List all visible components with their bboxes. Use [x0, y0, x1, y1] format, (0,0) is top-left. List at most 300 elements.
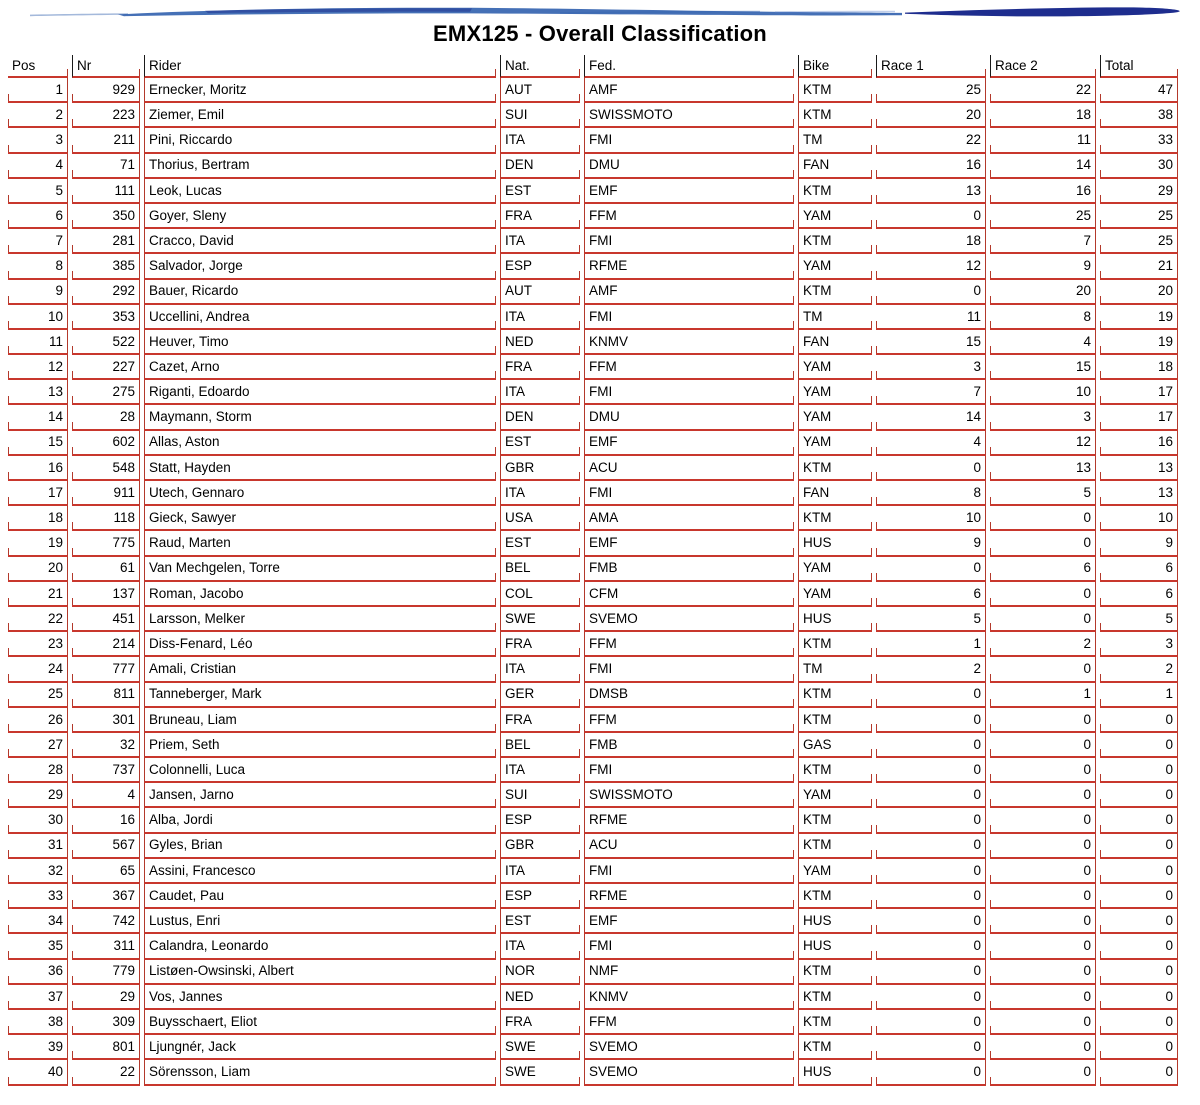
cell-nr: 742	[72, 909, 140, 934]
table-row	[8, 884, 1178, 909]
cell-race2: 0	[990, 1060, 1096, 1085]
cell-pos: 7	[8, 229, 68, 254]
cell-race2: 0	[990, 934, 1096, 959]
cell-fed: SVEMO	[584, 607, 794, 632]
cell-nr: 602	[72, 431, 140, 456]
cell-fed: ACU	[584, 834, 794, 859]
cell-race1: 0	[876, 204, 986, 229]
cell-race1: 10	[876, 506, 986, 531]
cell-rider: Listøen-Owsinski, Albert	[144, 960, 496, 985]
cell-nr: 548	[72, 456, 140, 481]
table-row	[8, 204, 1178, 229]
cell-rider: Caudet, Pau	[144, 884, 496, 909]
cell-bike: KTM	[798, 884, 872, 909]
cell-fed: FMI	[584, 481, 794, 506]
cell-race2: 0	[990, 733, 1096, 758]
cell-fed: FFM	[584, 355, 794, 380]
cell-race2: 14	[990, 154, 1096, 179]
cell-total: 0	[1100, 758, 1178, 783]
cell-pos: 10	[8, 305, 68, 330]
cell-race1: 11	[876, 305, 986, 330]
column-header-nat: Nat.	[500, 55, 580, 78]
cell-total: 6	[1100, 557, 1178, 582]
cell-nat: EST	[500, 179, 580, 204]
column-header-race2: Race 2	[990, 55, 1096, 78]
cell-race1: 0	[876, 1035, 986, 1060]
cell-race1: 0	[876, 1010, 986, 1035]
cell-rider: Cazet, Arno	[144, 355, 496, 380]
cell-total: 0	[1100, 1060, 1178, 1085]
cell-race1: 0	[876, 985, 986, 1010]
table-row	[8, 128, 1178, 153]
header-row	[8, 55, 1178, 78]
cell-rider: Tanneberger, Mark	[144, 683, 496, 708]
cell-pos: 37	[8, 985, 68, 1010]
cell-fed: AMF	[584, 280, 794, 305]
cell-pos: 9	[8, 280, 68, 305]
cell-rider: Goyer, Sleny	[144, 204, 496, 229]
cell-fed: FMI	[584, 380, 794, 405]
table-row	[8, 254, 1178, 279]
cell-nat: USA	[500, 506, 580, 531]
cell-fed: SWISSMOTO	[584, 103, 794, 128]
cell-pos: 15	[8, 431, 68, 456]
table-row	[8, 1060, 1178, 1085]
cell-pos: 38	[8, 1010, 68, 1035]
cell-nat: ESP	[500, 884, 580, 909]
cell-race1: 0	[876, 280, 986, 305]
cell-pos: 22	[8, 607, 68, 632]
cell-nat: EST	[500, 431, 580, 456]
cell-pos: 27	[8, 733, 68, 758]
cell-nat: BEL	[500, 733, 580, 758]
results-body	[8, 78, 1178, 1086]
cell-race2: 16	[990, 179, 1096, 204]
table-row	[8, 280, 1178, 305]
cell-rider: Priem, Seth	[144, 733, 496, 758]
cell-pos: 18	[8, 506, 68, 531]
cell-rider: Statt, Hayden	[144, 456, 496, 481]
cell-total: 33	[1100, 128, 1178, 153]
cell-pos: 3	[8, 128, 68, 153]
cell-fed: SVEMO	[584, 1035, 794, 1060]
cell-race2: 0	[990, 859, 1096, 884]
cell-race2: 8	[990, 305, 1096, 330]
cell-nat: ESP	[500, 254, 580, 279]
cell-bike: YAM	[798, 557, 872, 582]
cell-race2: 7	[990, 229, 1096, 254]
cell-rider: Raud, Marten	[144, 531, 496, 556]
cell-bike: YAM	[798, 254, 872, 279]
table-row	[8, 582, 1178, 607]
table-row	[8, 985, 1178, 1010]
cell-total: 6	[1100, 582, 1178, 607]
cell-pos: 12	[8, 355, 68, 380]
table-row	[8, 758, 1178, 783]
cell-nr: 775	[72, 531, 140, 556]
cell-total: 17	[1100, 405, 1178, 430]
cell-race2: 0	[990, 909, 1096, 934]
cell-bike: FAN	[798, 154, 872, 179]
cell-rider: Roman, Jacobo	[144, 582, 496, 607]
cell-pos: 8	[8, 254, 68, 279]
cell-rider: Vos, Jannes	[144, 985, 496, 1010]
cell-race2: 10	[990, 380, 1096, 405]
cell-pos: 19	[8, 531, 68, 556]
cell-nr: 367	[72, 884, 140, 909]
cell-race1: 0	[876, 557, 986, 582]
table-row	[8, 380, 1178, 405]
cell-bike: YAM	[798, 204, 872, 229]
cell-rider: Salvador, Jorge	[144, 254, 496, 279]
cell-rider: Assini, Francesco	[144, 859, 496, 884]
cell-nr: 111	[72, 179, 140, 204]
cell-nat: ITA	[500, 481, 580, 506]
cell-nr: 4	[72, 783, 140, 808]
cell-race1: 7	[876, 380, 986, 405]
cell-race1: 0	[876, 708, 986, 733]
cell-nat: SUI	[500, 103, 580, 128]
cell-pos: 29	[8, 783, 68, 808]
cell-nr: 275	[72, 380, 140, 405]
cell-nr: 28	[72, 405, 140, 430]
cell-race2: 4	[990, 330, 1096, 355]
cell-rider: Leok, Lucas	[144, 179, 496, 204]
column-header-fed: Fed.	[584, 55, 794, 78]
cell-bike: YAM	[798, 355, 872, 380]
cell-fed: FMI	[584, 859, 794, 884]
cell-pos: 25	[8, 683, 68, 708]
cell-nr: 350	[72, 204, 140, 229]
classification-table	[4, 55, 1182, 1086]
cell-race1: 0	[876, 733, 986, 758]
cell-race1: 1	[876, 632, 986, 657]
cell-race1: 0	[876, 683, 986, 708]
cell-pos: 21	[8, 582, 68, 607]
cell-total: 0	[1100, 708, 1178, 733]
cell-pos: 26	[8, 708, 68, 733]
cell-nr: 22	[72, 1060, 140, 1085]
cell-race1: 5	[876, 607, 986, 632]
cell-race1: 2	[876, 657, 986, 682]
cell-total: 21	[1100, 254, 1178, 279]
cell-nat: GBR	[500, 456, 580, 481]
table-row	[8, 708, 1178, 733]
cell-race2: 11	[990, 128, 1096, 153]
cell-rider: Uccellini, Andrea	[144, 305, 496, 330]
cell-race2: 0	[990, 531, 1096, 556]
cell-pos: 35	[8, 934, 68, 959]
cell-pos: 39	[8, 1035, 68, 1060]
cell-bike: GAS	[798, 733, 872, 758]
cell-nr: 929	[72, 78, 140, 103]
cell-total: 19	[1100, 305, 1178, 330]
cell-race2: 13	[990, 456, 1096, 481]
cell-bike: FAN	[798, 330, 872, 355]
cell-bike: YAM	[798, 783, 872, 808]
column-header-pos: Pos	[8, 55, 68, 78]
cell-nr: 61	[72, 557, 140, 582]
cell-nr: 223	[72, 103, 140, 128]
cell-fed: KNMV	[584, 330, 794, 355]
table-row	[8, 607, 1178, 632]
cell-bike: KTM	[798, 808, 872, 833]
cell-race1: 0	[876, 859, 986, 884]
cell-race1: 3	[876, 355, 986, 380]
cell-fed: SVEMO	[584, 1060, 794, 1085]
cell-bike: HUS	[798, 607, 872, 632]
cell-race1: 22	[876, 128, 986, 153]
cell-race2: 20	[990, 280, 1096, 305]
cell-rider: Van Mechgelen, Torre	[144, 557, 496, 582]
cell-race2: 0	[990, 783, 1096, 808]
cell-fed: FFM	[584, 204, 794, 229]
cell-nat: ITA	[500, 934, 580, 959]
cell-total: 13	[1100, 456, 1178, 481]
cell-race1: 0	[876, 758, 986, 783]
cell-nr: 118	[72, 506, 140, 531]
table-row	[8, 305, 1178, 330]
cell-total: 0	[1100, 808, 1178, 833]
cell-race2: 2	[990, 632, 1096, 657]
cell-nr: 71	[72, 154, 140, 179]
cell-race1: 0	[876, 808, 986, 833]
page-title: EMX125 - Overall Classification	[433, 21, 767, 46]
cell-nat: AUT	[500, 78, 580, 103]
cell-total: 20	[1100, 280, 1178, 305]
cell-race2: 9	[990, 254, 1096, 279]
cell-rider: Amali, Cristian	[144, 657, 496, 682]
cell-total: 0	[1100, 783, 1178, 808]
cell-rider: Sörensson, Liam	[144, 1060, 496, 1085]
cell-bike: KTM	[798, 1010, 872, 1035]
cell-pos: 23	[8, 632, 68, 657]
cell-fed: RFME	[584, 808, 794, 833]
cell-rider: Riganti, Edoardo	[144, 380, 496, 405]
cell-nat: ESP	[500, 808, 580, 833]
cell-nat: BEL	[500, 557, 580, 582]
cell-fed: EMF	[584, 531, 794, 556]
cell-nat: DEN	[500, 154, 580, 179]
cell-nr: 29	[72, 985, 140, 1010]
table-row	[8, 934, 1178, 959]
table-row	[8, 733, 1178, 758]
cell-nat: FRA	[500, 204, 580, 229]
cell-total: 19	[1100, 330, 1178, 355]
cell-fed: FMB	[584, 557, 794, 582]
cell-race1: 0	[876, 934, 986, 959]
cell-rider: Alba, Jordi	[144, 808, 496, 833]
cell-nr: 385	[72, 254, 140, 279]
cell-race1: 0	[876, 1060, 986, 1085]
cell-race1: 13	[876, 179, 986, 204]
table-row	[8, 330, 1178, 355]
cell-nat: DEN	[500, 405, 580, 430]
cell-bike: YAM	[798, 380, 872, 405]
table-row	[8, 179, 1178, 204]
cell-rider: Ljungnér, Jack	[144, 1035, 496, 1060]
cell-nat: ITA	[500, 657, 580, 682]
cell-pos: 24	[8, 657, 68, 682]
cell-total: 1	[1100, 683, 1178, 708]
cell-pos: 4	[8, 154, 68, 179]
table-row	[8, 531, 1178, 556]
cell-race2: 6	[990, 557, 1096, 582]
cell-rider: Calandra, Leonardo	[144, 934, 496, 959]
cell-nat: ITA	[500, 859, 580, 884]
cell-nr: 32	[72, 733, 140, 758]
table-row	[8, 431, 1178, 456]
cell-bike: YAM	[798, 859, 872, 884]
cell-nr: 214	[72, 632, 140, 657]
column-header-race1: Race 1	[876, 55, 986, 78]
cell-total: 38	[1100, 103, 1178, 128]
cell-race2: 25	[990, 204, 1096, 229]
cell-total: 0	[1100, 1035, 1178, 1060]
cell-nat: NOR	[500, 960, 580, 985]
cell-total: 0	[1100, 859, 1178, 884]
cell-race1: 0	[876, 783, 986, 808]
cell-bike: KTM	[798, 1035, 872, 1060]
cell-race1: 15	[876, 330, 986, 355]
cell-fed: EMF	[584, 909, 794, 934]
table-row	[8, 1035, 1178, 1060]
cell-fed: FMB	[584, 733, 794, 758]
cell-race1: 8	[876, 481, 986, 506]
cell-rider: Bauer, Ricardo	[144, 280, 496, 305]
cell-rider: Jansen, Jarno	[144, 783, 496, 808]
cell-rider: Bruneau, Liam	[144, 708, 496, 733]
cell-pos: 1	[8, 78, 68, 103]
cell-nat: EST	[500, 531, 580, 556]
table-row	[8, 859, 1178, 884]
cell-race2: 0	[990, 808, 1096, 833]
cell-pos: 16	[8, 456, 68, 481]
cell-nr: 777	[72, 657, 140, 682]
cell-nr: 309	[72, 1010, 140, 1035]
cell-pos: 31	[8, 834, 68, 859]
table-row	[8, 783, 1178, 808]
cell-race1: 20	[876, 103, 986, 128]
cell-nat: GER	[500, 683, 580, 708]
cell-nr: 779	[72, 960, 140, 985]
cell-fed: RFME	[584, 254, 794, 279]
cell-nr: 211	[72, 128, 140, 153]
cell-nat: FRA	[500, 708, 580, 733]
table-row	[8, 683, 1178, 708]
cell-total: 2	[1100, 657, 1178, 682]
cell-fed: AMA	[584, 506, 794, 531]
cell-total: 30	[1100, 154, 1178, 179]
cell-bike: KTM	[798, 683, 872, 708]
cell-race1: 6	[876, 582, 986, 607]
cell-total: 18	[1100, 355, 1178, 380]
cell-bike: HUS	[798, 531, 872, 556]
cell-total: 29	[1100, 179, 1178, 204]
cell-rider: Pini, Riccardo	[144, 128, 496, 153]
cell-bike: TM	[798, 657, 872, 682]
brush-left-streak	[30, 13, 128, 16]
table-row	[8, 103, 1178, 128]
cell-race2: 0	[990, 708, 1096, 733]
cell-fed: FFM	[584, 632, 794, 657]
cell-nat: NED	[500, 330, 580, 355]
cell-rider: Buysschaert, Eliot	[144, 1010, 496, 1035]
cell-nat: ITA	[500, 380, 580, 405]
cell-race2: 0	[990, 960, 1096, 985]
cell-race1: 0	[876, 456, 986, 481]
cell-fed: FMI	[584, 229, 794, 254]
table-row	[8, 355, 1178, 380]
column-header-rider: Rider	[144, 55, 496, 78]
table-row	[8, 405, 1178, 430]
cell-fed: FMI	[584, 657, 794, 682]
cell-fed: CFM	[584, 582, 794, 607]
cell-nr: 301	[72, 708, 140, 733]
cell-rider: Lustus, Enri	[144, 909, 496, 934]
cell-rider: Ziemer, Emil	[144, 103, 496, 128]
cell-bike: KTM	[798, 506, 872, 531]
table-row	[8, 456, 1178, 481]
cell-fed: FMI	[584, 934, 794, 959]
cell-race1: 9	[876, 531, 986, 556]
cell-nat: AUT	[500, 280, 580, 305]
cell-bike: YAM	[798, 431, 872, 456]
cell-race2: 0	[990, 506, 1096, 531]
cell-nr: 737	[72, 758, 140, 783]
cell-race1: 14	[876, 405, 986, 430]
cell-race1: 0	[876, 884, 986, 909]
cell-race1: 0	[876, 960, 986, 985]
cell-race1: 0	[876, 909, 986, 934]
cell-fed: EMF	[584, 431, 794, 456]
cell-fed: DMSB	[584, 683, 794, 708]
cell-bike: HUS	[798, 934, 872, 959]
cell-nat: FRA	[500, 355, 580, 380]
cell-bike: KTM	[798, 103, 872, 128]
cell-bike: YAM	[798, 405, 872, 430]
cell-pos: 5	[8, 179, 68, 204]
cell-total: 0	[1100, 884, 1178, 909]
cell-nr: 911	[72, 481, 140, 506]
cell-pos: 13	[8, 380, 68, 405]
cell-rider: Allas, Aston	[144, 431, 496, 456]
cell-pos: 34	[8, 909, 68, 934]
cell-race1: 25	[876, 78, 986, 103]
cell-fed: EMF	[584, 179, 794, 204]
cell-fed: DMU	[584, 405, 794, 430]
column-header-total: Total	[1100, 55, 1178, 78]
cell-pos: 30	[8, 808, 68, 833]
cell-nat: SWE	[500, 1060, 580, 1085]
cell-rider: Larsson, Melker	[144, 607, 496, 632]
table-row	[8, 632, 1178, 657]
cell-race2: 0	[990, 657, 1096, 682]
cell-nat: SWE	[500, 607, 580, 632]
cell-nat: ITA	[500, 128, 580, 153]
cell-bike: KTM	[798, 179, 872, 204]
cell-nat: ITA	[500, 305, 580, 330]
cell-pos: 33	[8, 884, 68, 909]
cell-fed: FFM	[584, 708, 794, 733]
cell-nat: ITA	[500, 229, 580, 254]
cell-fed: FFM	[584, 1010, 794, 1035]
cell-race2: 18	[990, 103, 1096, 128]
cell-total: 10	[1100, 506, 1178, 531]
cell-total: 16	[1100, 431, 1178, 456]
cell-race2: 0	[990, 834, 1096, 859]
brush-right-swoosh	[905, 7, 1180, 16]
